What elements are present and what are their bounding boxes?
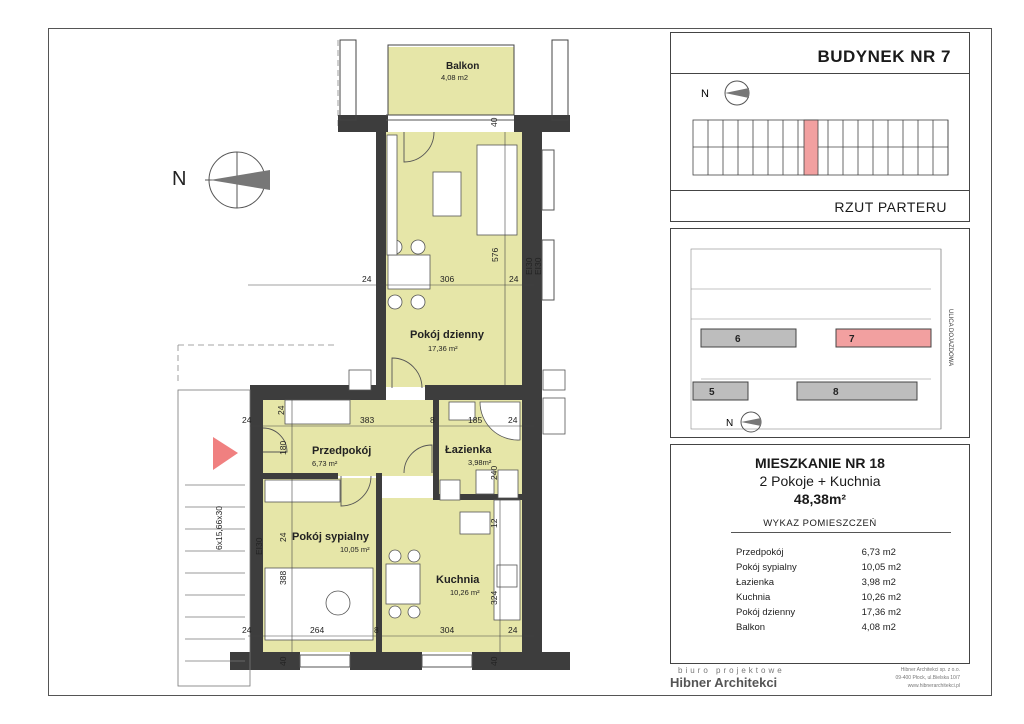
- entrance-arrow-icon: [213, 437, 238, 470]
- coffee-table: [433, 172, 461, 216]
- svg-text:EI30: EI30: [524, 257, 534, 275]
- svg-text:EI30: EI30: [533, 257, 543, 275]
- building-8: [797, 382, 917, 400]
- svg-text:324: 324: [489, 590, 499, 605]
- bedroom-wardrobe: [265, 480, 340, 502]
- svg-text:40: 40: [489, 117, 499, 127]
- living-area: 17,36 m²: [428, 344, 458, 353]
- balkon-name: Balkon: [446, 61, 480, 72]
- svg-text:240: 240: [489, 465, 499, 480]
- sink: [460, 512, 490, 534]
- balkon-area: 4,08 m2: [441, 73, 469, 82]
- svg-text:383: 383: [360, 415, 375, 425]
- svg-text:8: 8: [430, 415, 435, 425]
- street-label: ULICA DOJAZDOWA: [947, 309, 953, 367]
- logo-top: biuro projektowe: [678, 666, 785, 675]
- apartment-panel: [670, 444, 970, 664]
- kitchen-table: [386, 564, 420, 604]
- svg-text:5: 5: [709, 387, 715, 398]
- kitchen-name: Kuchnia: [436, 574, 480, 586]
- company-web: www.hibnerarchitekci.pl: [907, 683, 960, 689]
- hall-area: 6,73 m²: [312, 459, 338, 468]
- compass-n-small: N: [701, 88, 709, 100]
- compass-icon: [725, 81, 749, 105]
- apartment-area: 48,38m²: [793, 491, 847, 507]
- list-item: Pokój dzienny 17,36 m2: [736, 607, 902, 618]
- dining-table: [388, 255, 430, 289]
- list-item: Pokój sypialny 10,05 m2: [736, 562, 902, 573]
- svg-text:24: 24: [278, 532, 288, 542]
- svg-text:24: 24: [508, 625, 518, 635]
- svg-text:264: 264: [310, 625, 325, 635]
- svg-text:180: 180: [278, 440, 288, 455]
- svg-text:6: 6: [735, 334, 741, 345]
- bath-name: Łazienka: [445, 444, 492, 456]
- living-name: Pokój dzienny: [410, 329, 484, 341]
- bedroom-area: 10,05 m²: [340, 545, 370, 554]
- list-item: Przedpokój 6,73 m2: [736, 547, 896, 558]
- svg-text:185: 185: [468, 415, 483, 425]
- svg-text:8: 8: [833, 387, 839, 398]
- footer: [670, 664, 970, 692]
- svg-text:40: 40: [489, 656, 499, 666]
- apartment-subtitle: 2 Pokoje + Kuchnia: [759, 473, 881, 489]
- bath-cabinet: [498, 470, 518, 498]
- shaft-1: [349, 370, 371, 390]
- svg-text:306: 306: [440, 274, 455, 284]
- svg-text:304: 304: [440, 625, 455, 635]
- shaft-3: [543, 398, 565, 434]
- sofa: [477, 145, 517, 235]
- apartment-highlight: [804, 120, 818, 175]
- shaft-2: [543, 370, 565, 390]
- building-panel: [670, 32, 970, 222]
- company-name: Hibner Architekci sp. z o.o.: [900, 667, 960, 673]
- building-subtitle: RZUT PARTERU: [834, 199, 947, 215]
- svg-text:7: 7: [849, 334, 855, 345]
- svg-text:40: 40: [278, 656, 288, 666]
- svg-text:8: 8: [374, 625, 379, 635]
- svg-text:24: 24: [276, 405, 286, 415]
- building-5: [693, 382, 748, 400]
- room-list-title: WYKAZ POMIESZCZEŃ: [763, 518, 877, 529]
- list-item: Łazienka 3,98 m2: [736, 577, 896, 588]
- svg-text:24: 24: [509, 274, 519, 284]
- svg-text:24: 24: [242, 415, 252, 425]
- room-list: [736, 545, 946, 635]
- compass-n-label: N: [172, 168, 187, 190]
- list-item: Balkon 4,08 m2: [736, 622, 896, 633]
- svg-text:24: 24: [242, 625, 252, 635]
- living-shelf: [387, 135, 397, 255]
- svg-text:576: 576: [490, 247, 500, 262]
- chair: [326, 591, 350, 615]
- hall-name: Przedpokój: [312, 445, 372, 457]
- svg-text:24: 24: [508, 415, 518, 425]
- logo-bottom: Hibner Architekci: [670, 675, 778, 690]
- svg-text:12: 12: [489, 518, 499, 528]
- bedroom-name: Pokój sypialny: [292, 531, 370, 543]
- washer: [440, 480, 460, 500]
- hall-wardrobe: [285, 400, 350, 424]
- company-address: 09-400 Płock, ul.Bielska 10/7: [895, 675, 960, 681]
- site-panel: [670, 228, 970, 438]
- svg-text:388: 388: [278, 570, 288, 585]
- building-title: BUDYNEK NR 7: [817, 47, 951, 66]
- svg-text:24: 24: [362, 274, 372, 284]
- bath-area: 3,98m²: [468, 458, 492, 467]
- building-plan: [671, 75, 969, 195]
- compass-n-site: N: [726, 418, 734, 429]
- site-plan: [671, 229, 969, 437]
- building-6: [701, 329, 796, 347]
- svg-text:6x15,66x30: 6x15,66x30: [214, 506, 224, 550]
- site-outline: [178, 40, 338, 385]
- svg-text:EI30: EI30: [254, 537, 264, 555]
- list-item: Kuchnia 10,26 m2: [736, 592, 902, 603]
- kitchen-area: 10,26 m²: [450, 588, 480, 597]
- apartment-title: MIESZKANIE NR 18: [755, 455, 885, 471]
- compass-icon: [205, 152, 270, 208]
